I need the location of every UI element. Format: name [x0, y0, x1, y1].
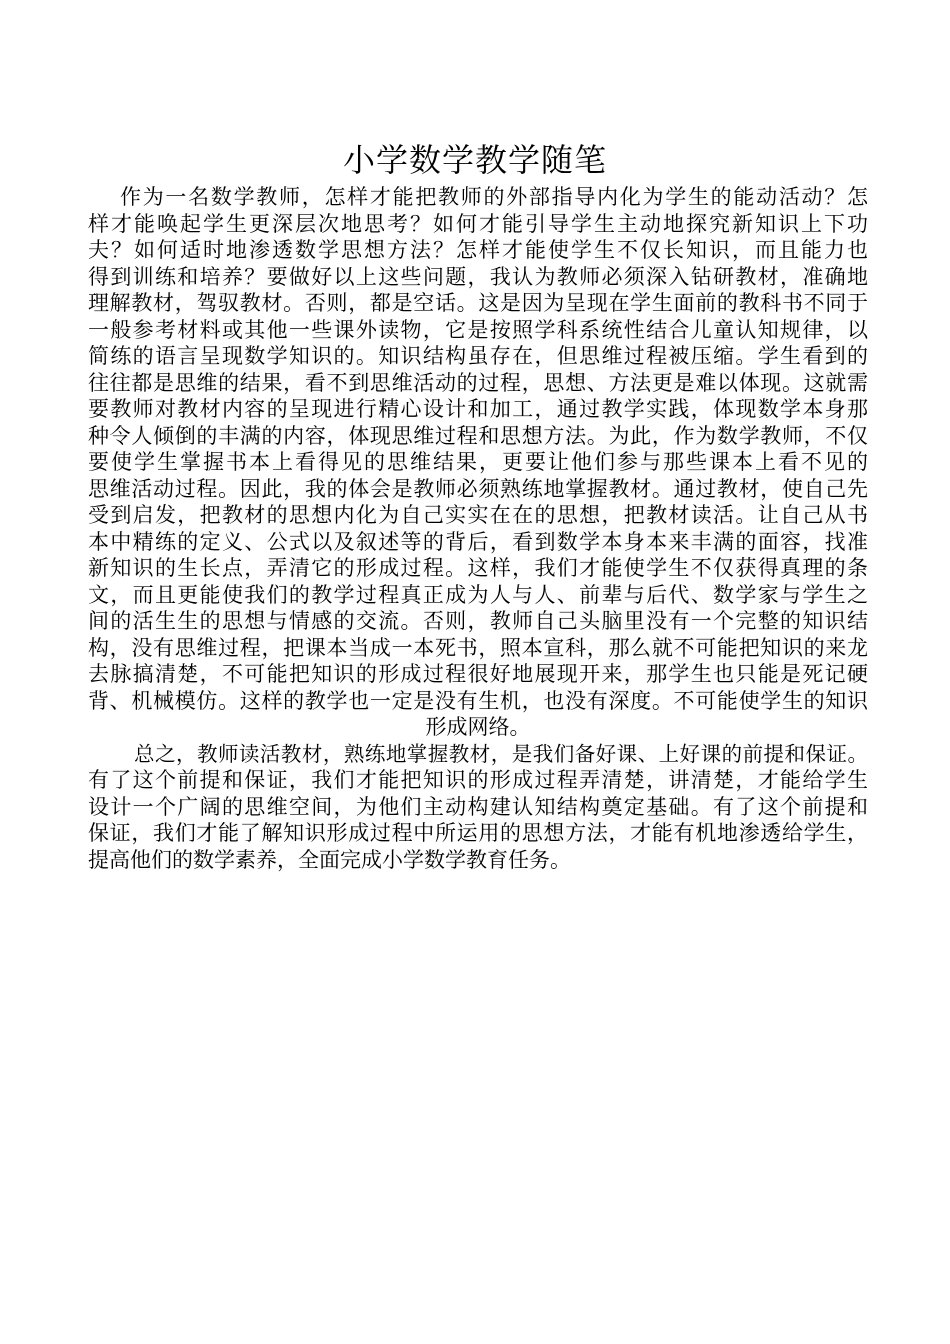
paragraph-line: 要教师对教材内容的呈现进行精心设计和加工，通过教学实践，体现数学本身那 [88, 397, 868, 421]
paragraph-line: 受到启发，把教材的思想内化为自己实实在在的思想，把教材读活。让自己从书 [88, 503, 868, 527]
paragraph-line: 往往都是思维的结果，看不到思维活动的过程，思想、方法更是难以体现。这就需 [88, 370, 868, 395]
paragraph-line: 样才能唤起学生更深层次地思考？如何才能引导学生主动地探究新知识上下功 [88, 211, 868, 236]
paragraph-line: 理解教材，驾驭教材。否则，都是空话。这是因为呈现在学生面前的教科书不同于 [88, 291, 868, 315]
paragraph-line: 夫？如何适时地渗透数学思想方法？怎样才能使学生不仅长知识，而且能力也 [88, 238, 868, 262]
paragraph-line: 一般参考材料或其他一些课外读物，它是按照学科系统性结合儿童认知规律，以 [88, 317, 868, 342]
paragraph-line: 思维活动过程。因此，我的体会是教师必须熟练地掌握教材。通过教材，使自己先 [88, 476, 868, 501]
paragraph-line: 去脉搞清楚，不可能把知识的形成过程很好地展现开来，那学生也只能是死记硬 [88, 662, 868, 686]
paragraph-line: 本中精练的定义、公式以及叙述等的背后，看到数学本身本来丰满的面容，找准 [88, 529, 868, 554]
paragraph-line: 总之，教师读活教材，熟练地掌握教材，是我们备好课、上好课的前提和保证。 [134, 741, 868, 766]
document-body [88, 184, 868, 873]
paragraph-line: 提高他们的数学素养，全面完成小学数学教育任务。 [88, 847, 571, 872]
paragraph-line: 新知识的生长点，弄清它的形成过程。这样，我们才能使学生不仅获得真理的条 [88, 556, 868, 580]
paragraph-line: 构，没有思维过程，把课本当成一本死书，照本宣科，那么就不可能把知识的来龙 [88, 635, 868, 660]
paragraph-line: 形成网络。 [425, 715, 531, 739]
paragraph-line: 间的活生生的思想与情感的交流。否则，教师自己头脑里没有一个完整的知识结 [88, 609, 868, 633]
paragraph-line: 保证，我们才能了解知识形成过程中所运用的思想方法，才能有机地渗透给学生， [88, 821, 868, 845]
paragraph-2 [88, 741, 868, 874]
paragraph-1 [88, 184, 868, 741]
paragraph-line: 背、机械模仿。这样的教学也一定是没有生机，也没有深度。不可能使学生的知识 [88, 688, 868, 713]
paragraph-line: 设计一个广阔的思维空间，为他们主动构建认知结构奠定基础。有了这个前提和 [88, 794, 868, 819]
paragraph-line: 简练的语言呈现数学知识的。知识结构虽存在，但思维过程被压缩。学生看到的 [88, 344, 868, 368]
paragraph-line: 文，而且更能使我们的教学过程真正成为人与人、前辈与后代、数学家与学生之 [88, 582, 868, 607]
document-title: 小学数学教学随笔 [342, 141, 607, 179]
paragraph-line: 作为一名数学教师，怎样才能把教师的外部指导内化为学生的能动活动？怎 [120, 185, 868, 209]
paragraph-line: 有了这个前提和保证，我们才能把知识的形成过程弄清楚，讲清楚，才能给学生 [88, 768, 868, 792]
paragraph-line: 得到训练和培养？要做好以上这些问题，我认为教师必须深入钻研教材，准确地 [88, 264, 868, 289]
paragraph-line: 要使学生掌握书本上看得见的思维结果，更要让他们参与那些课本上看不见的 [88, 450, 868, 474]
paragraph-line: 种令人倾倒的丰满的内容，体现思维过程和思想方法。为此，作为数学教师，不仅 [88, 423, 868, 448]
